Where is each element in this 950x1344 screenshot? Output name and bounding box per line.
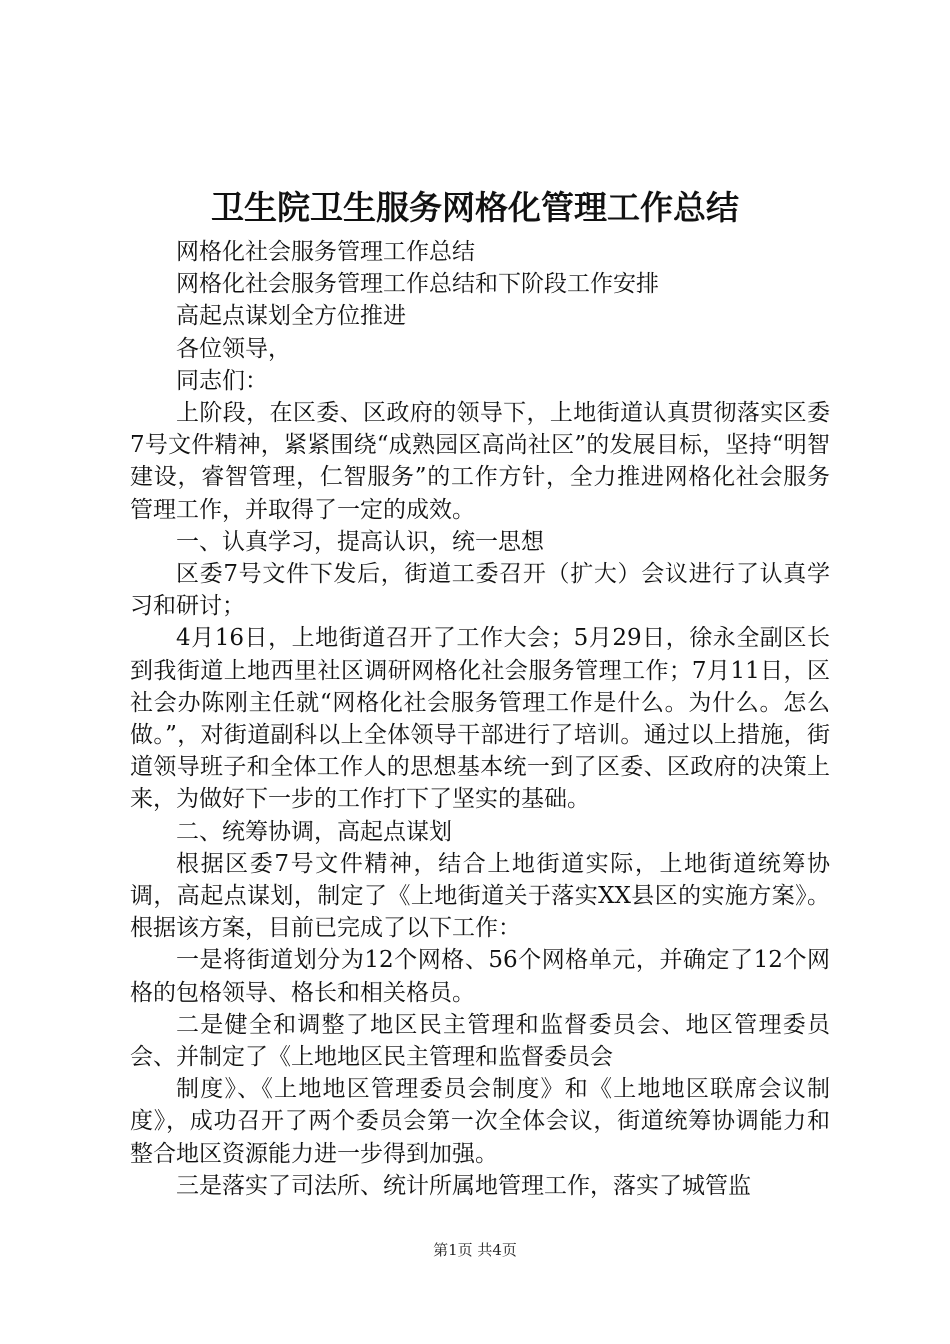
paragraph: 上阶段，在区委、区政府的领导下，上地街道认真贯彻落实区委7号文件精神，紧紧围绕“成熟园区高尚社区”的发展目标，坚持“明智建设，睿智管理，仁智服务”的工作方针，全力推进网格化社会服务管理工作，并取得了一定的成效。 — [130, 400, 830, 523]
page-footer: 第1页 共4页 — [433, 1241, 517, 1259]
document-title: 卫生院卫生服务网格化管理工作总结 — [211, 188, 739, 227]
section-heading: 一、认真学习，提高认识，统一思想 — [176, 528, 544, 555]
paragraph: 高起点谋划全方位推进 — [176, 303, 406, 330]
paragraph: 4月16日，上地街道召开了工作大会；5月29日，徐永全副区长到我街道上地西里社区调研网格化社会服务管理工作；7月11日，区社会办陈刚主任就“网格化社会服务管理工作是什么。为什么。怎么做。”，对街道副科以上全体领导干部进行了培训。通过以上措施，街道领导班子和全体工作人的思想基本统一到了区委、区政府的决策上来，为做好下一步的工作打下了坚实的基础。 — [130, 625, 830, 813]
paragraph: 网格化社会服务管理工作总结和下阶段工作安排 — [176, 271, 659, 298]
section-heading: 二、统筹协调，高起点谋划 — [176, 818, 452, 845]
paragraph: 一是将街道划分为12个网格、56个网格单元，并确定了12个网格的包格领导、格长和相关格员。 — [130, 947, 830, 1006]
paragraph: 网格化社会服务管理工作总结 — [176, 239, 475, 265]
paragraph: 三是落实了司法所、统计所属地管理工作，落实了城管监 — [176, 1172, 751, 1199]
paragraph: 各位领导， — [176, 335, 291, 362]
paragraph: 同志们： — [176, 367, 268, 394]
document-body — [130, 236, 830, 1202]
paragraph: 二是健全和调整了地区民主管理和监督委员会、地区管理委员会、并制定了《上地地区民主管理和监督委员会 — [130, 1011, 830, 1071]
paragraph: 区委7号文件下发后，街道工委召开（扩大）会议进行了认真学习和研讨； — [130, 561, 830, 620]
paragraph: 根据区委7号文件精神，结合上地街道实际，上地街道统筹协调，高起点谋划，制定了《上地街道关于落实XX县区的实施方案》。根据该方案，目前已完成了以下工作： — [130, 850, 830, 942]
paragraph: 制度》、《上地地区管理委员会制度》和《上地地区联席会议制度》，成功召开了两个委员会第一次全体会议，街道统筹协调能力和整合地区资源能力进一步得到加强。 — [130, 1076, 830, 1167]
